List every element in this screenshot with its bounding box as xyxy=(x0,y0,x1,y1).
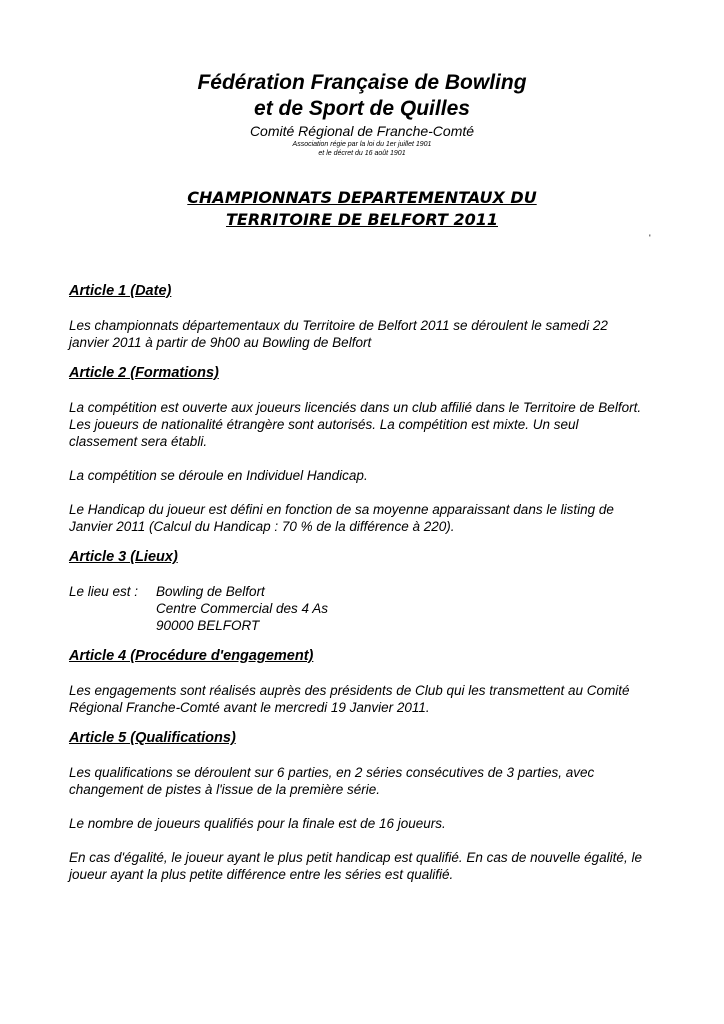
article-1-paragraph: Les championnats départementaux du Territoire de Belfort 2011 se déroulent le samedi 22 janvier 2011 à partir de 9h00 au Bowling de Belfort xyxy=(69,318,608,350)
stray-mark: ' xyxy=(649,233,651,243)
championship-title-line-1: CHAMPIONNATS DEPARTEMENTAUX DU xyxy=(187,188,537,207)
championship-title-line-2: TERRITOIRE DE BELFORT 2011 xyxy=(226,210,498,229)
venue-label: Le lieu est : xyxy=(69,584,139,599)
letterhead xyxy=(0,70,724,158)
championship-title xyxy=(0,187,724,231)
article-5-title: Article 5 (Qualifications) xyxy=(69,730,236,746)
article-2-paragraph-2: La compétition se déroule en Individuel Handicap. xyxy=(69,468,368,483)
venue-name: Bowling de Belfort xyxy=(156,584,265,599)
article-2-paragraph-3: Le Handicap du joueur est défini en fonction de sa moyenne apparaissant dans le listing de Janvier 2011 (Calcul du Handicap : 70 % de la différence à 220). xyxy=(69,502,614,534)
venue-city: 90000 BELFORT xyxy=(156,618,260,633)
federation-title-line-2: et de Sport de Quilles xyxy=(254,97,470,120)
article-4-paragraph: Les engagements sont réalisés auprès des présidents de Club qui les transmettent au Comité Régional Franche-Comté avant le mercredi 19 Janvier 2011. xyxy=(69,683,630,715)
article-5-paragraph-2: Le nombre de joueurs qualifiés pour la finale est de 16 joueurs. xyxy=(69,816,446,831)
article-4-title: Article 4 (Procédure d'engagement) xyxy=(69,648,314,664)
regulation-body xyxy=(69,282,649,900)
legal-notice-line-2: et le décret du 16 août 1901 xyxy=(318,150,406,157)
article-5-paragraph-3: En cas d'égalité, le joueur ayant le plus petit handicap est qualifié. En cas de nouvelle égalité, le joueur ayant la plus petite différence entre les séries est qualifié. xyxy=(69,850,642,882)
legal-notice-line-1: Association régie par la loi du 1er juillet 1901 xyxy=(292,141,432,148)
article-2-title: Article 2 (Formations) xyxy=(69,365,219,381)
article-2-paragraph-1: La compétition est ouverte aux joueurs licenciés dans un club affilié dans le Territoire de Belfort. Les joueurs de nationalité étrangère sont autorisés. La compétition est mixte. Un seul classement sera établi. xyxy=(69,400,642,449)
article-1-title: Article 1 (Date) xyxy=(69,283,172,299)
article-5-paragraph-1: Les qualifications se déroulent sur 6 parties, en 2 séries consécutives de 3 parties, avec changement de pistes à l'issue de la première série. xyxy=(69,765,595,797)
regional-committee: Comité Régional de Franche-Comté xyxy=(249,123,475,139)
article-3-title: Article 3 (Lieux) xyxy=(69,549,178,565)
venue-address xyxy=(156,583,328,634)
federation-title-line-1: Fédération Française de Bowling xyxy=(197,71,527,94)
venue-street: Centre Commercial des 4 As xyxy=(156,601,329,616)
venue-block xyxy=(69,583,649,634)
